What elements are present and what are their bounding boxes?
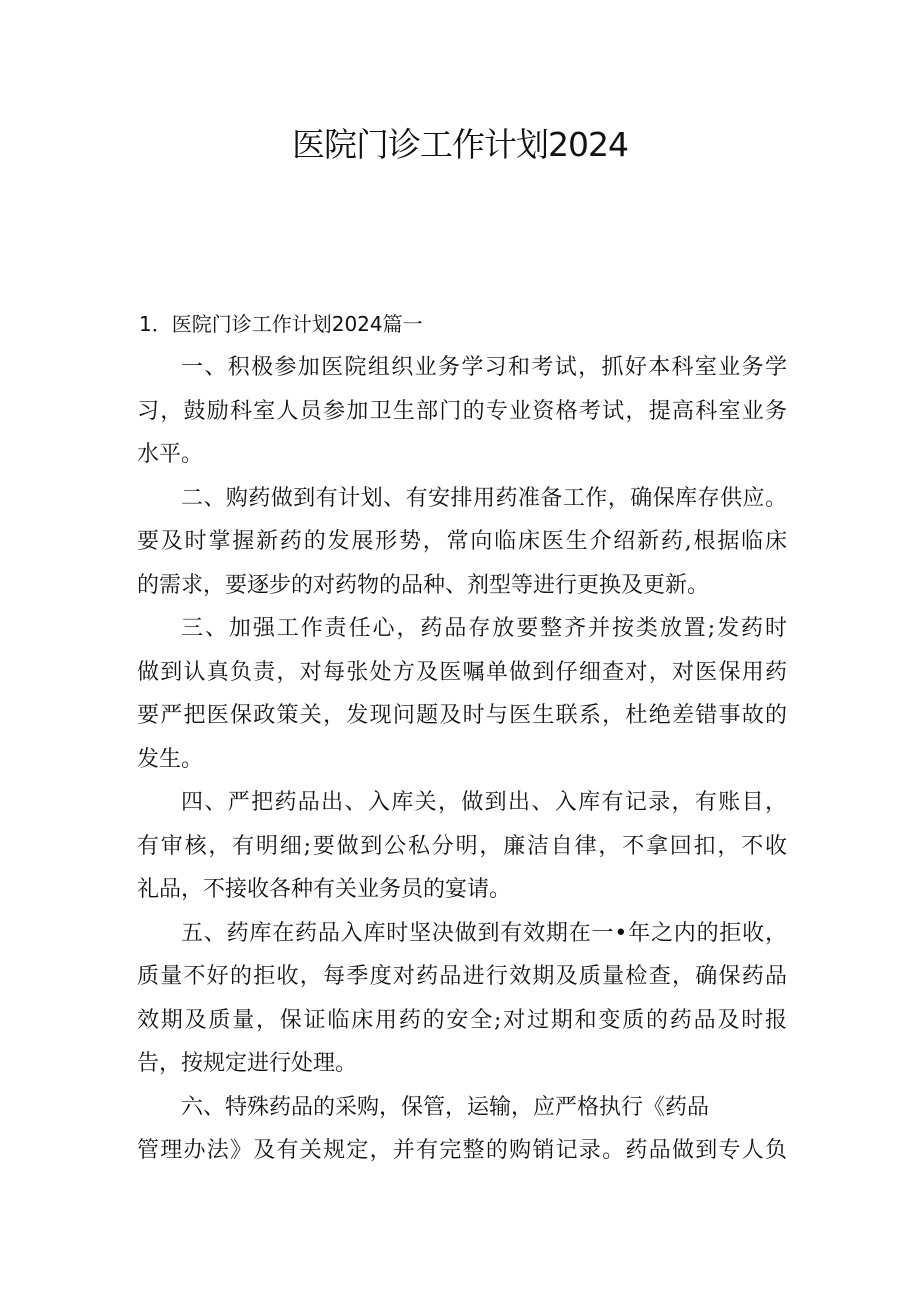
document-title: 医院门诊工作计划2024: [292, 125, 628, 164]
paragraph-2: [137, 477, 787, 608]
paragraph-line: 三、加强工作责任心，药品存放要整齐并按类放置;发药时: [181, 616, 787, 641]
paragraph-line: 做到认真负责，对每张处方及医嘱单做到仔细查对，对医保用药: [137, 659, 787, 685]
paragraph-line: 告，按规定进行处理。: [137, 1051, 358, 1076]
paragraph-1: [137, 346, 787, 477]
paragraph-3: [137, 607, 787, 781]
paragraph-5: [137, 912, 787, 1086]
paragraph-4: [137, 781, 787, 912]
paragraph-line: 一、积极参加医院组织业务学习和考试，抓好本科室业务学: [181, 355, 787, 380]
section-heading: 1．医院门诊工作计划2024篇一: [139, 312, 423, 336]
paragraph-line: 要及时掌握新药的发展形势，常向临床医生介绍新药,根据临床: [137, 529, 787, 554]
paragraph-line: 习，鼓励科室人员参加卫生部门的专业资格考试，提高科室业务: [137, 398, 787, 424]
paragraph-line: 要严把医保政策关，发现问题及时与医生联系，杜绝差错事故的: [137, 703, 787, 728]
paragraph-line: 四、严把药品出、入库关，做到出、入库有记录，有账目，: [181, 790, 787, 815]
paragraph-6: [137, 1086, 787, 1173]
paragraph-line: 质量不好的拒收，每季度对药品进行效期及质量检查，确保药品: [137, 964, 787, 989]
paragraph-line: 发生。: [137, 746, 204, 772]
paragraph-line: 水平。: [137, 442, 204, 467]
paragraph-line: 效期及质量，保证临床用药的安全;对过期和变质的药品及时报: [137, 1007, 787, 1033]
paragraph-line: 有审核，有明细;要做到公私分明，廉洁自律，不拿回扣，不收: [137, 833, 787, 859]
paragraph-line: 的需求，要逐步的对药物的品种、剂型等进行更换及更新。: [137, 572, 710, 598]
document-body: [137, 346, 787, 1173]
paragraph-line: 礼品，不接收各种有关业务员的宴请。: [137, 877, 512, 902]
paragraph-line: 二、购药做到有计划、有安排用药准备工作，确保库存供应。: [181, 485, 787, 511]
paragraph-line: 五、药库在药品入库时坚决做到有效期在一•年之内的拒收，: [181, 920, 787, 946]
paragraph-line: 管理办法》及有关规定，并有完整的购销记录。药品做到专人负: [137, 1138, 787, 1163]
paragraph-line: 六、特殊药品的采购，保管，运输，应严格执行《药品: [181, 1094, 710, 1120]
